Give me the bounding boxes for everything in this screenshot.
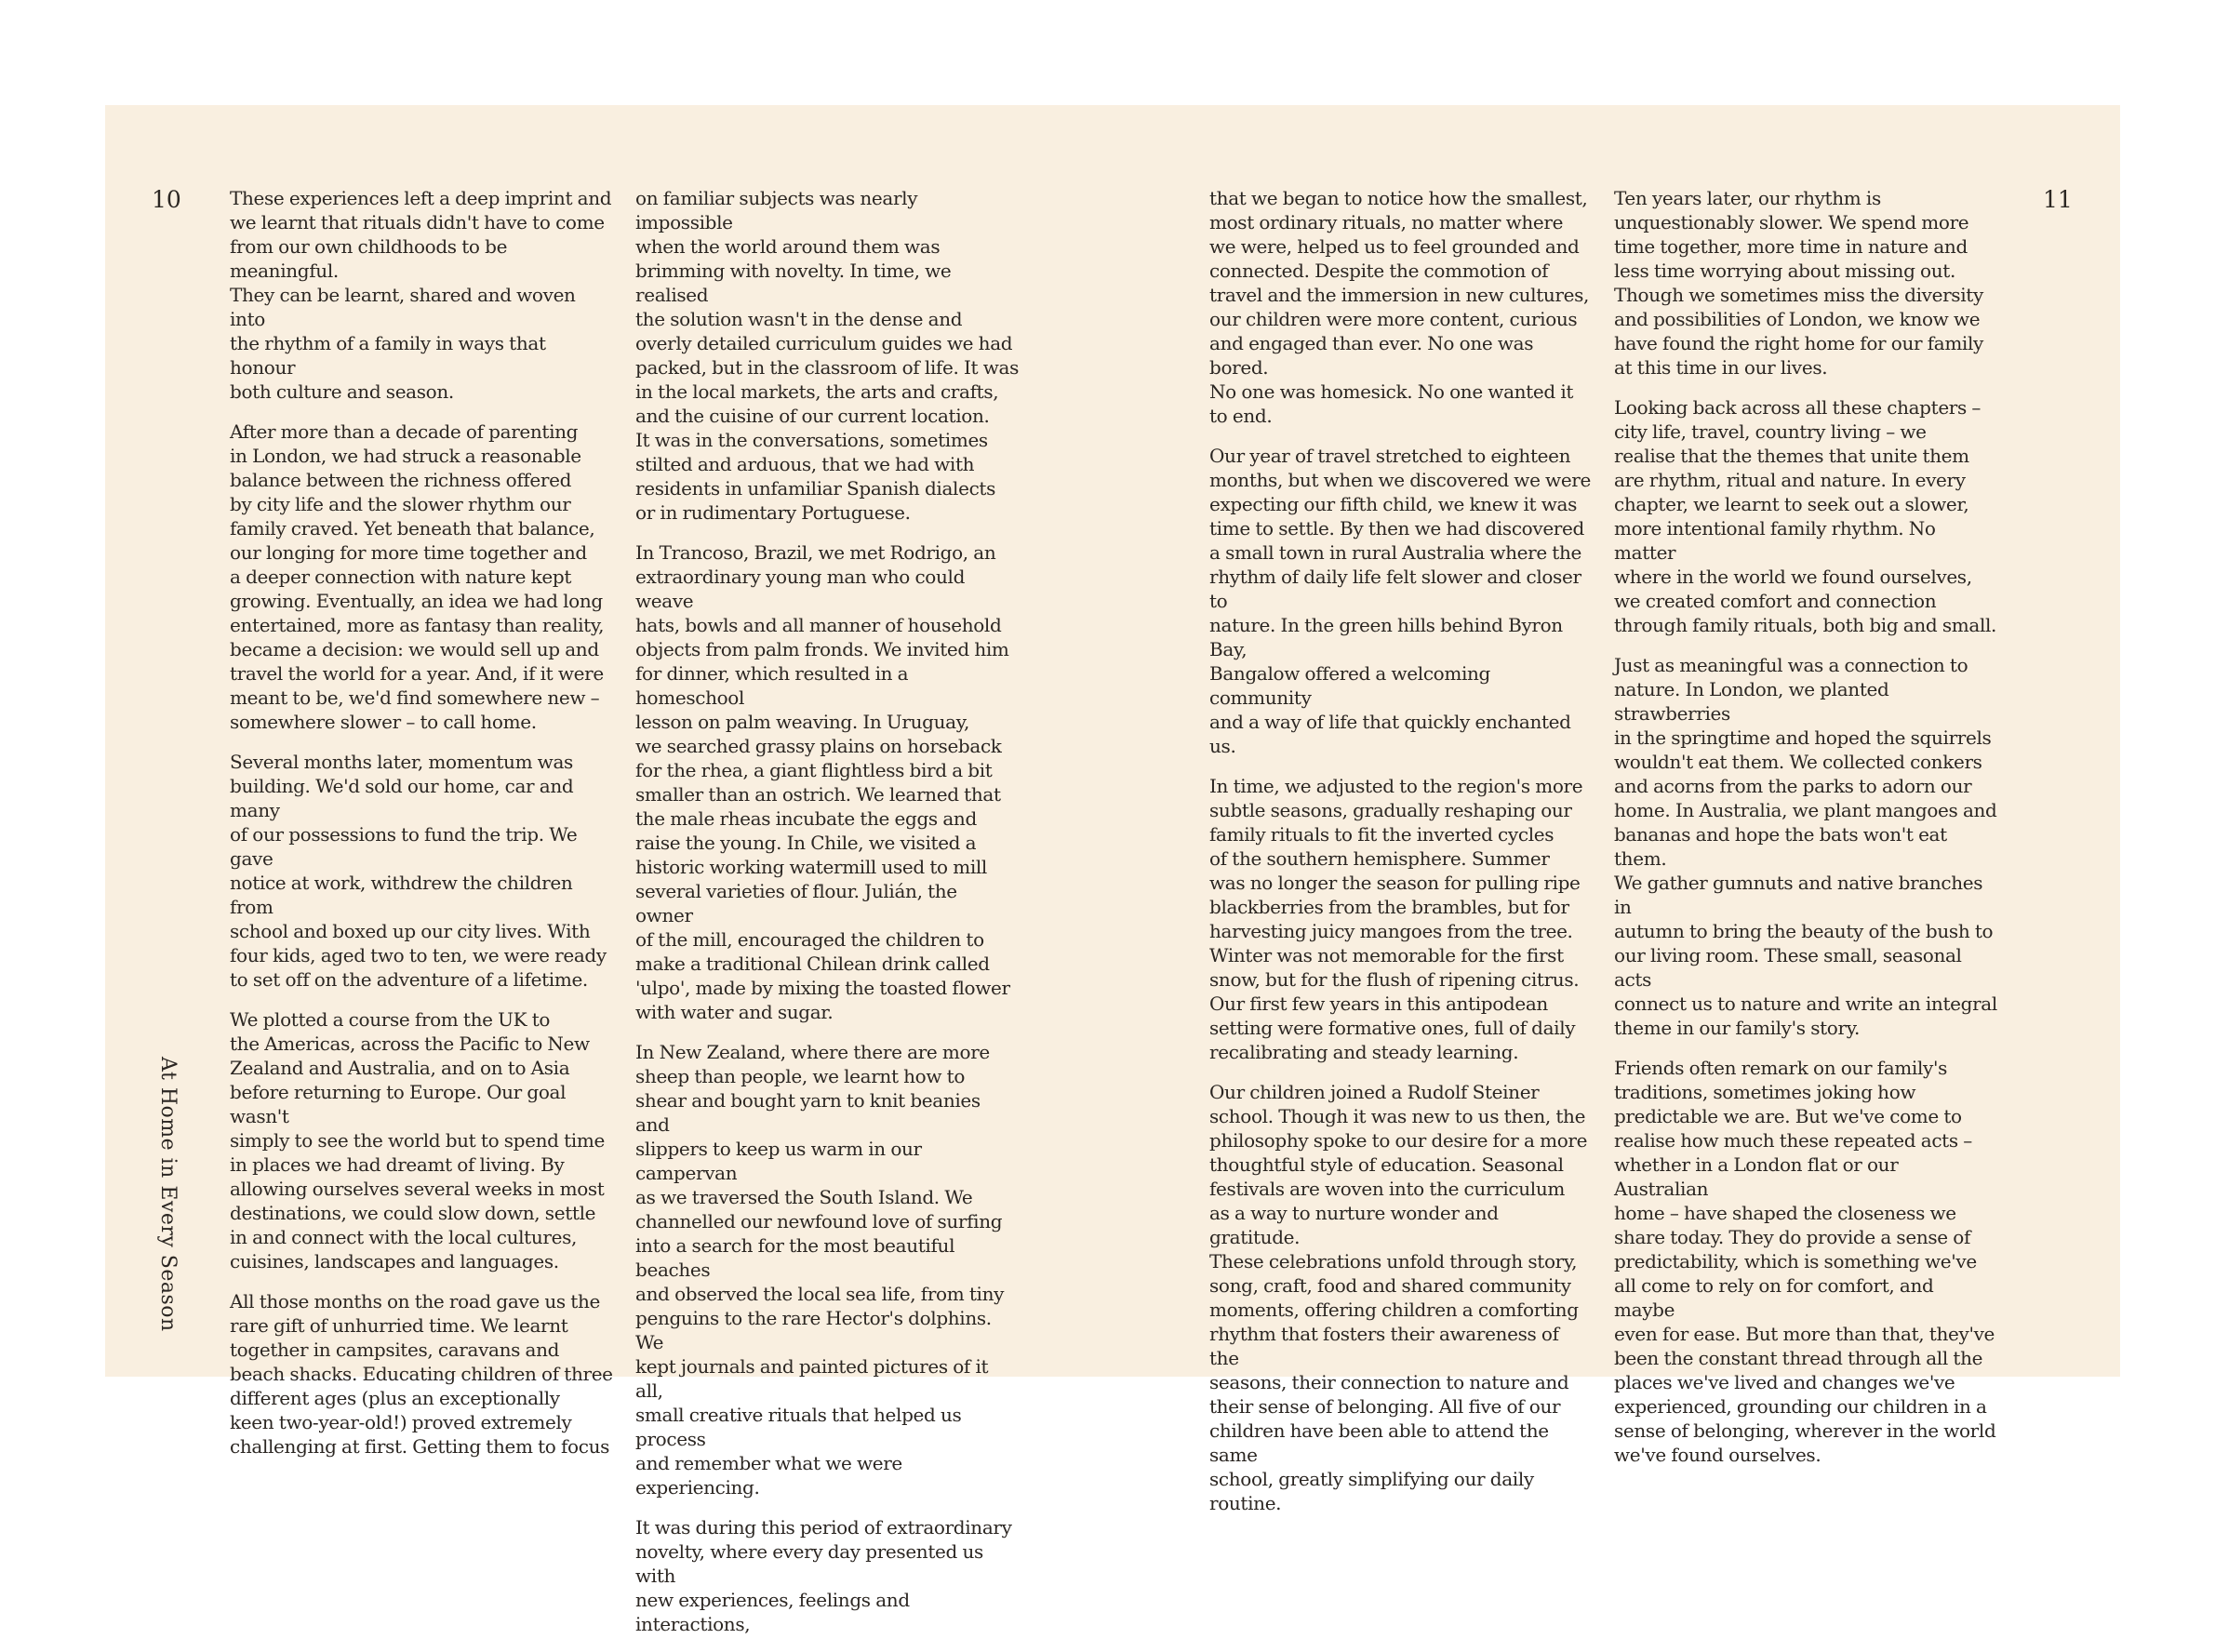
paragraph: Ten years later, our rhythm is unquestionably slower. We spend more time together, more time in nature and less time worrying about missing out. Though we sometimes miss the diversity and possibilities of London, we know we have found the right home for our family at this time in our lives. xyxy=(1614,187,1983,379)
paragraph: Several months later, momentum was building. We'd sold our home, car and many of our possessions to fund the trip. We gave notice at work, withdrew the children from school and boxed up our city lives. With four kids, aged two to ten, we were ready to set off on the adventure of a lifetime. xyxy=(230,751,607,991)
paragraph: that we began to notice how the smallest, most ordinary rituals, no matter where we were, helped us to feel grounded and connected. Despite the commotion of travel and the immersion in new cultures, our children were more content, curious and engaged than ever. No one was bored. No one was homesick. No one wanted it to end. xyxy=(1209,187,1590,427)
running-title: At Home in Every Season xyxy=(156,1057,180,1332)
text-column-2 xyxy=(635,186,1019,1652)
paragraph: After more than a decade of parenting in London, we had struck a reasonable balance between the richness offered by city life and the slower rhythm our family craved. Yet beneath that balance, our longing for more time together and a deeper connection with nature kept growing. Eventually, an idea we had long entertained, more as fantasy than reality, became a decision: we would sell up and travel the world for a year. And, if it were meant to be, we'd find somewhere new – somewhere slower – to call home. xyxy=(230,420,605,733)
paragraph: Friends often remark on our family's traditions, sometimes joking how predictable we are. But we've come to realise how much these repeated acts – whether in a London flat or our Australian home – have shaped the closeness we share today. They do provide a sense of predictability, which is something we've all come to rely on for comfort, and maybe even for ease. But more than that, they've been the constant thread through all the places we've lived and changes we've experienced, grounding our children in a sense of belonging, wherever in the world we've found ourselves. xyxy=(1614,1057,1996,1466)
paragraph: We plotted a course from the UK to the Americas, across the Pacific to New Zealand and Australia, and on to Asia before returning to Europe. Our goal wasn't simply to see the world but to spend time in places we had dreamt of living. By allowing ourselves several weeks in most destinations, we could slow down, settle in and connect with the local cultures, cuisines, landscapes and languages. xyxy=(230,1008,605,1272)
text-column-1 xyxy=(230,186,613,1474)
paragraph: In time, we adjusted to the region's more subtle seasons, gradually reshaping our family rituals to fit the inverted cycles of the southern hemisphere. Summer was no longer the season for pulling ripe blackberries from the brambles, but for harvesting juicy mangoes from the tree. Winter was not memorable for the first snow, but for the flush of ripening citrus. Our first few years in this antipodean setting were formative ones, full of daily recalibrating and steady learning. xyxy=(1209,775,1583,1063)
paragraph: In Trancoso, Brazil, we met Rodrigo, an extraordinary young man who could weave hats, bowls and all manner of household objects from palm fronds. We invited him for dinner, which resulted in a homeschool lesson on palm weaving. In Uruguay, we searched grassy plains on horseback for the rhea, a giant flightless bird a bit smaller than an ostrich. We learned that the male rheas incubate the eggs and raise the young. In Chile, we visited a historic working watermill used to mill several varieties of flour. Julián, the owner of the mill, encouraged the children to make a traditional Chilean drink called 'ulpo', made by mixing the toasted flower with water and sugar. xyxy=(635,541,1010,1023)
paragraph: Our children joined a Rudolf Steiner school. Though it was new to us then, the philosophy spoke to our desire for a more thoughtful style of education. Seasonal festivals are woven into the curriculum as a way to nurture wonder and gratitude. These celebrations unfold through story, song, craft, food and shared community moments, offering children a comforting rhythm that fosters their awareness of the seasons, their connection to nature and their sense of belonging. All five of our children have been able to attend the same school, greatly simplifying our daily routine. xyxy=(1209,1081,1588,1514)
paragraph: These experiences left a deep imprint and we learnt that rituals didn't have to come from our own childhoods to be meaningful. They can be learnt, shared and woven into the rhythm of a family in ways that honour both culture and season. xyxy=(230,187,612,403)
paragraph: All those months on the road gave us the rare gift of unhurried time. We learnt together in campsites, caravans and beach shacks. Educating children of three different ages (plus an exceptionally keen two-year-old!) proved extremely challenging at first. Getting them to focus xyxy=(230,1290,613,1458)
paragraph: In New Zealand, where there are more sheep than people, we learnt how to shear and bought yarn to knit beanies and slippers to keep us warm in our campervan as we traversed the South Island. We channelled our newfound love of surfing into a search for the most beautiful beaches and observed the local sea life, from tiny penguins to the rare Hector's dolphins. We kept journals and painted pictures of it all, small creative rituals that helped us process and remember what we were experiencing. xyxy=(635,1041,1005,1499)
paragraph: Looking back across all these chapters – city life, travel, country living – we realise that the themes that unite them are rhythm, ritual and nature. In every chapter, we learnt to seek out a slower, more intentional family rhythm. No matter where in the world we found ourselves, we created comfort and connection through family rituals, both big and small. xyxy=(1614,396,1997,636)
text-column-3 xyxy=(1209,186,1593,1531)
paragraph: It was during this period of extraordinary novelty, where every day presented us with new experiences, feelings and interactions, xyxy=(635,1516,1012,1635)
text-column-4 xyxy=(1614,186,1997,1483)
paragraph: on familiar subjects was nearly impossible when the world around them was brimming with novelty. In time, we realised the solution wasn't in the dense and overly detailed curriculum guides we had packed, but in the classroom of life. It was in the local markets, the arts and crafts, and the cuisine of our current location. It was in the conversations, sometimes stilted and arduous, that we had with residents in unfamiliar Spanish dialects or in rudimentary Portuguese. xyxy=(635,187,1019,524)
paragraph: Just as meaningful was a connection to nature. In London, we planted strawberries in the springtime and hoped the squirrels wouldn't eat them. We collected conkers and acorns from the parks to adorn our home. In Australia, we plant mangoes and bananas and hope the bats won't eat them. We gather gumnuts and native branches in autumn to bring the beauty of the bush to our living room. These small, seasonal acts connect us to nature and write an integral theme in our family's story. xyxy=(1614,654,1997,1039)
page-number-left: 10 xyxy=(152,186,181,213)
paragraph: Our year of travel stretched to eighteen months, but when we discovered we were expecting our fifth child, we knew it was time to settle. By then we had discovered a small town in rural Australia where the rhythm of daily life felt slower and closer to nature. In the green hills behind Byron Bay, Bangalow offered a welcoming community and a way of life that quickly enchanted us. xyxy=(1209,445,1592,757)
page-number-right: 11 xyxy=(2043,186,2073,213)
